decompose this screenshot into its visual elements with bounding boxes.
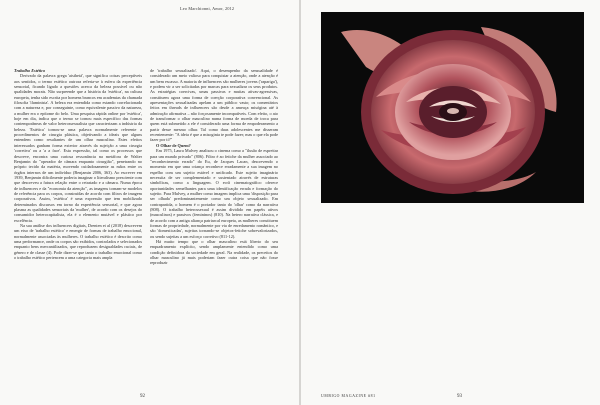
subsection-title: Trabalho Estético (14, 68, 46, 73)
magazine-footer: UMBIGO MAGAZINE #81 (321, 394, 376, 398)
page-number: 92 (140, 394, 145, 399)
paragraph: Em 1975, Laura Mulvey analisou o cinema como a "ilusão de espreitar para um mundo privado" (806). Filtro é ao fetiche da mulher associado ao "reconhecimento errado" do Eu, de Jacques Lacan, descrevendo o momento em que uma criança reconhece erradamente a sua imagem no espelho com um sujeito estável e unificado. Este sujeito imaginário necessita de ser complementado e sustentado através de estruturas simbólicas, como a linguagem. O ecrã cinematográfico oferece oportunidades semelhantes para uma identificação errada e formação do sujeito. Para Mulvey, a mulher como imagem implica uma 'disposição para ser olhada' predominantemente como um objeto sexualizado. Em contrapartida, o homem é o portador tanto do 'olhar' como da narrativa (808). O trabalho heterossexual é assim dividido em papéis ativos (masculinos) e passivos (femininos) (810). Na hetero narrativa clássica, e de acordo com a antiga aliança patriarcal europeia, as mulheres constituem formas de propriedade, normalmente por via de enredamento romântico, e são 'domesticadas', sujeitas tornando-se objetos-fetiche sobrevalorizados, ou sendo sujeitas a um esforço corretivo (811-12). (150, 148, 278, 239)
text-column-2 (150, 68, 278, 390)
paragraph: Derivado da palavra grega 'aisthetá', que significa coisas perceptíveis aos sentidos, o termo estético outrora referia-se à esfera da experiência sensorial, ficando ligado a questões acerca da beleza possível ou não qualidades morais. Não surpreende que a história da 'estética', na cultura europeia, tenha sido escrita por homens brancos em academias da chamada filosofia 'iluminista'. A beleza era entendida como estando correlacionada com a natureza e, por conseguinte, como equivalente passivo da natureza, a mulher era o epítome do belo. Uma pesquisa rápida online por 'estética', hoje em dia, indica que o termo se tornou mais específico das formas contemporâneas de valor heterossexualista que caracterizam a indústria da beleza. 'Estética' tornou-se uma palavra normalmente referente a procedimentos de cirurgia plástica, objetivando a ideais que alguns entendem como resultantes de um olhar masculino. Estes efeitos interessados ganham forma exterior através da sujeição a uma cirurgia 'corretiva' ou a 'a a face'. Esta expressão, tal como os processos que descreve, encontra uma curiosa ressonância na metáfora de Walter Benjamin do "operador de câmara enquanto cirurgião", penetrando no próprio tecido da matéria, movendo cuidadosamente as mãos entre os órgãos internos de um indivíduo (Benjamin 2006, 363). Ao escrever em 1939, Benjamin dificilmente poderia imaginar o literalismo presciente com que descreveu a futura relação entre o retratado e a câmara. Numa época de influencers e da "economia da atenção", as imagens tornam-se modelos de referência para os corpos, construídas de acordo com filtros de imagem corporativos. Assim, 'estética' é uma expressão que tem mobilizado determinados discursos em torno da experiência sensorial, e que agora plasma as qualidades sensoriais da 'mulher', de acordo com os desejos do consumidor heterocapitalista, ela é o elemento mutável e plástico por excelência. (14, 73, 142, 223)
lips-collage-image (321, 12, 584, 203)
paragraph: Na sua análise dos influencers digitais, Drenten et al (2018) descrevem um eixo de 'trabalho estético' e emergir de formas de trabalho emocional, normalmente associadas às mulheres. O trabalho estético é descrito como uma performance, onde os corpos são exibidos, controlados e selecionados enquanto bens mercantilizados, que reproduzem desigualdades raciais, de género e de classe (4). Pode dizer-se que tanto o trabalho emocional como o trabalho estético pertencem a uma categoria mais ampla (14, 222, 142, 261)
left-page (0, 0, 299, 405)
section-title: O Olhar de Quem? (156, 142, 191, 148)
text-column-1 (14, 68, 142, 390)
collage-photo (321, 12, 584, 203)
paragraph: Há muito tempo que o olhar masculino está liberto do seu enquadramento explícito, sendo amplamente entendido como uma condição definidora da sociedade em geral. Na realidade, os preceitos do olhar masculino já mais poderiam fazer outra coisa que não fosse reproduzir (150, 239, 278, 266)
paragraph: de 'trabalho sexualizado'. Aqui, o desempenho da sensualidade é considerado um meio valioso para conquistar a atenção, onde a atenção é um bem escasso. A maioria de influencers são mulheres jovens ('rapariga'), e podem vir a ser solicitadas por marcas para sexualizar os seus produtos. As estratégias coercivas, umas passivas e muitas ativas-agressivas, constituem agora uma forma de coerção corporativa convencional. As apresentações sexualizadas apelam a um público vasto; os comentários feitos em threads de influencers são desde a ameaça misógina até à admiração afirmativa – não forçosamente incompatíveis. Com efeito, o ato de transformar o olhar masculino numa forma de moeda de troca para quem está submetido a ele é considerado uma forma de empoderamento a partir desse mesmo olhar. Tal como duas adolescentes me disseram recentemente: "A ideia é que a misoginia te pode fazer; mas o que ela pode fazer por ti?" (150, 68, 278, 143)
right-page (301, 0, 600, 405)
page-header: Leo Marchionni, Amor, 2012 (180, 6, 235, 11)
page-number: 93 (457, 394, 462, 399)
